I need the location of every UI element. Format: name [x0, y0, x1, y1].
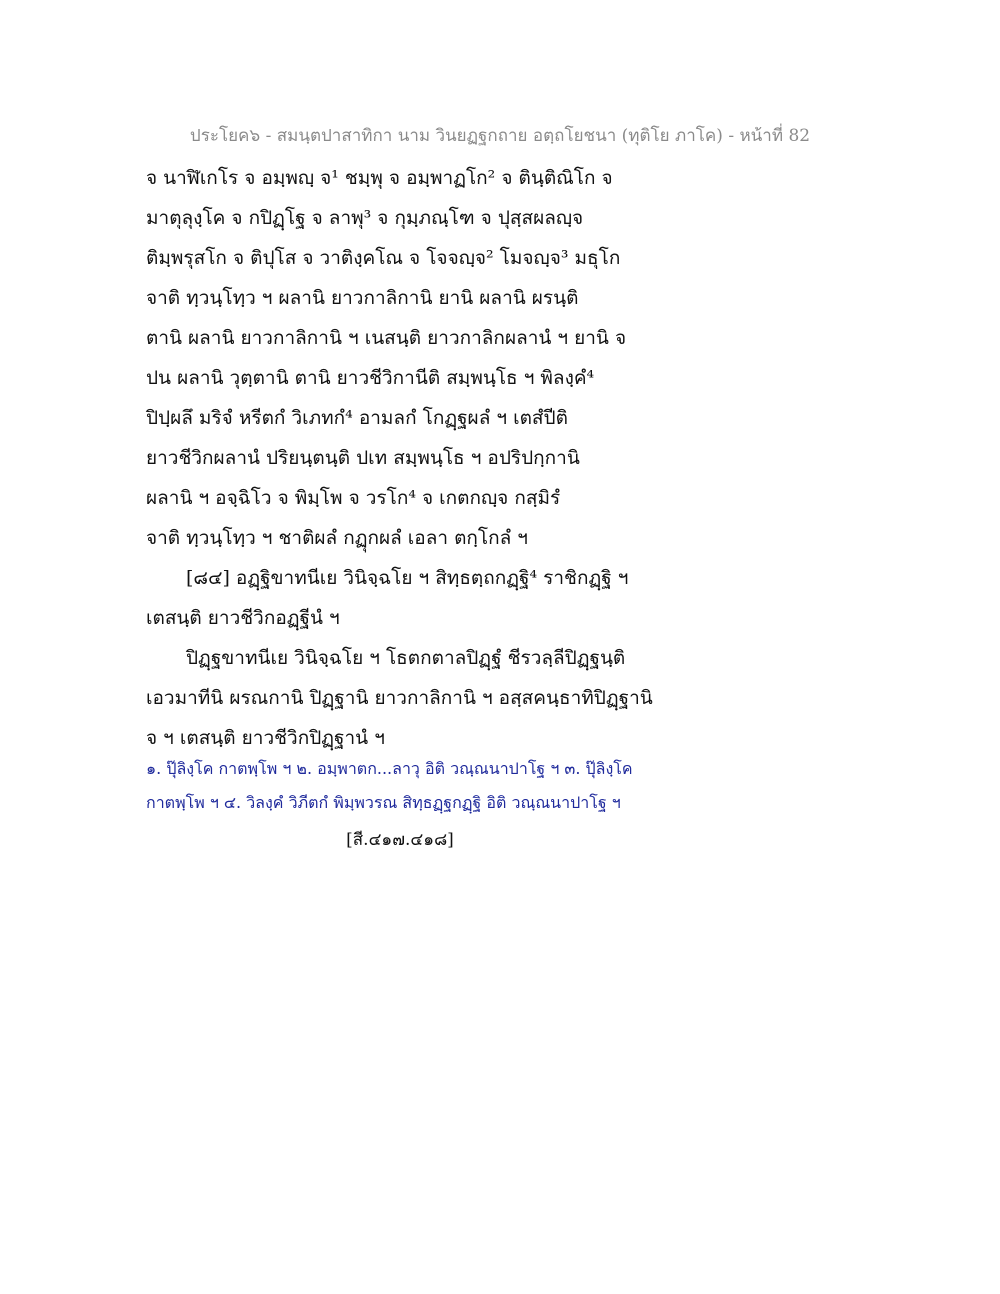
- paragraph-pittha-line: ปิฏฺฐขาทนีเย วินิจฺฉโย ฯ โธตกตาลปิฏฺฐํ ชีรวลฺลีปิฏฺฐนฺติ: [186, 647, 626, 669]
- footnotes: [146, 752, 906, 820]
- footnote-line: กาตพฺโพ ฯ ๔. วิลงฺคํ วิภีตกํ พิมฺพวรณ สิทฺธฏฺฐกฏฺฐิ อิติ วณฺณนาปาโฐ ฯ: [146, 793, 621, 812]
- page-reference: [สี.๔๑๗.๔๑๘]: [346, 830, 454, 850]
- text-line: มาตุลุงฺโค จ กปิฏฺโฐ จ ลาพุ³ จ กุมฺภณฺโฑ จ ปุสฺสผลญฺจ: [146, 207, 584, 229]
- text-line: ผลานิ ฯ อจฺฉิโว จ พิมฺโพ จ วรโก⁴ จ เกตกญฺจ กสฺมิรํ: [146, 487, 561, 509]
- text-line: ตานิ ผลานิ ยาวกาลิกานิ ฯ เนสนฺติ ยาวกาลิกผลานํ ฯ ยานิ จ: [146, 327, 627, 349]
- paragraph-84-line: [๘๔] อฏฺฐิขาทนีเย วินิจฺฉโย ฯ สิทฺธตฺถกฏฺฐิ⁴ ราชิกฏฺฐิ ฯ: [186, 567, 629, 589]
- main-text: [146, 158, 906, 758]
- text-line: จาติ ทฺวนฺโทฺว ฯ ชาติผลํ กฏุกผลํ เอลา ตกฺโกลํ ฯ: [146, 527, 528, 549]
- footnote-line: ๑. ปุ๊ลิงฺโค กาตพฺโพ ฯ ๒. อมฺพาตก...ลาวุ อิติ วณฺณนาปาโฐ ฯ ๓. ปุ๊ลิงฺโค: [146, 759, 633, 778]
- text-line: จ นาฬิเกโร จ อมฺพญฺ จ¹ ชมฺพุ จ อมฺพาฏโก² จ ตินฺติณิโก จ: [146, 167, 613, 189]
- paragraph-84-line: เตสนฺติ ยาวชีวิกอฏฺฐีนํ ฯ: [146, 607, 340, 629]
- text-line: ปิปฺผลึ มริจํ หรีตกํ วิเภทกํ⁴ อามลกํ โกฏฺฐผลํ ฯ เตสํปีติ: [146, 407, 568, 429]
- page-header: ประโยค๖ - สมนฺตปาสาทิกา นาม วินยฏฐกถาย อตฺถโยชนา (ทุติโย ภาโค) - หน้าที่ 82: [189, 126, 811, 146]
- paragraph-pittha-line: เอวมาทีนิ ผรณกานิ ปิฏฺฐานิ ยาวกาลิกานิ ฯ อสฺสคนฺธาทิปิฏฺฐานิ: [146, 687, 653, 709]
- text-line: ยาวชีวิกผลานํ ปริยนฺตนฺติ ปเท สมฺพนฺโธ ฯ อปริปกฺกานิ: [146, 447, 580, 469]
- paragraph-pittha-line: จ ฯ เตสนฺติ ยาวชีวิกปิฏฺฐานํ ฯ: [146, 727, 385, 749]
- text-line: ปน ผลานิ วุตฺตานิ ตานิ ยาวชีวิกานีติ สมฺพนฺโธ ฯ พิลงฺคํ⁴: [146, 367, 595, 389]
- text-line: ติมฺพรุสโก จ ติปุโส จ วาติงฺคโณ จ โจจญฺจ² โมจญฺจ³ มธุโก: [146, 247, 621, 269]
- text-line: จาติ ทฺวนฺโทฺว ฯ ผลานิ ยาวกาลิกานิ ยานิ ผลานิ ผรนฺติ: [146, 287, 579, 309]
